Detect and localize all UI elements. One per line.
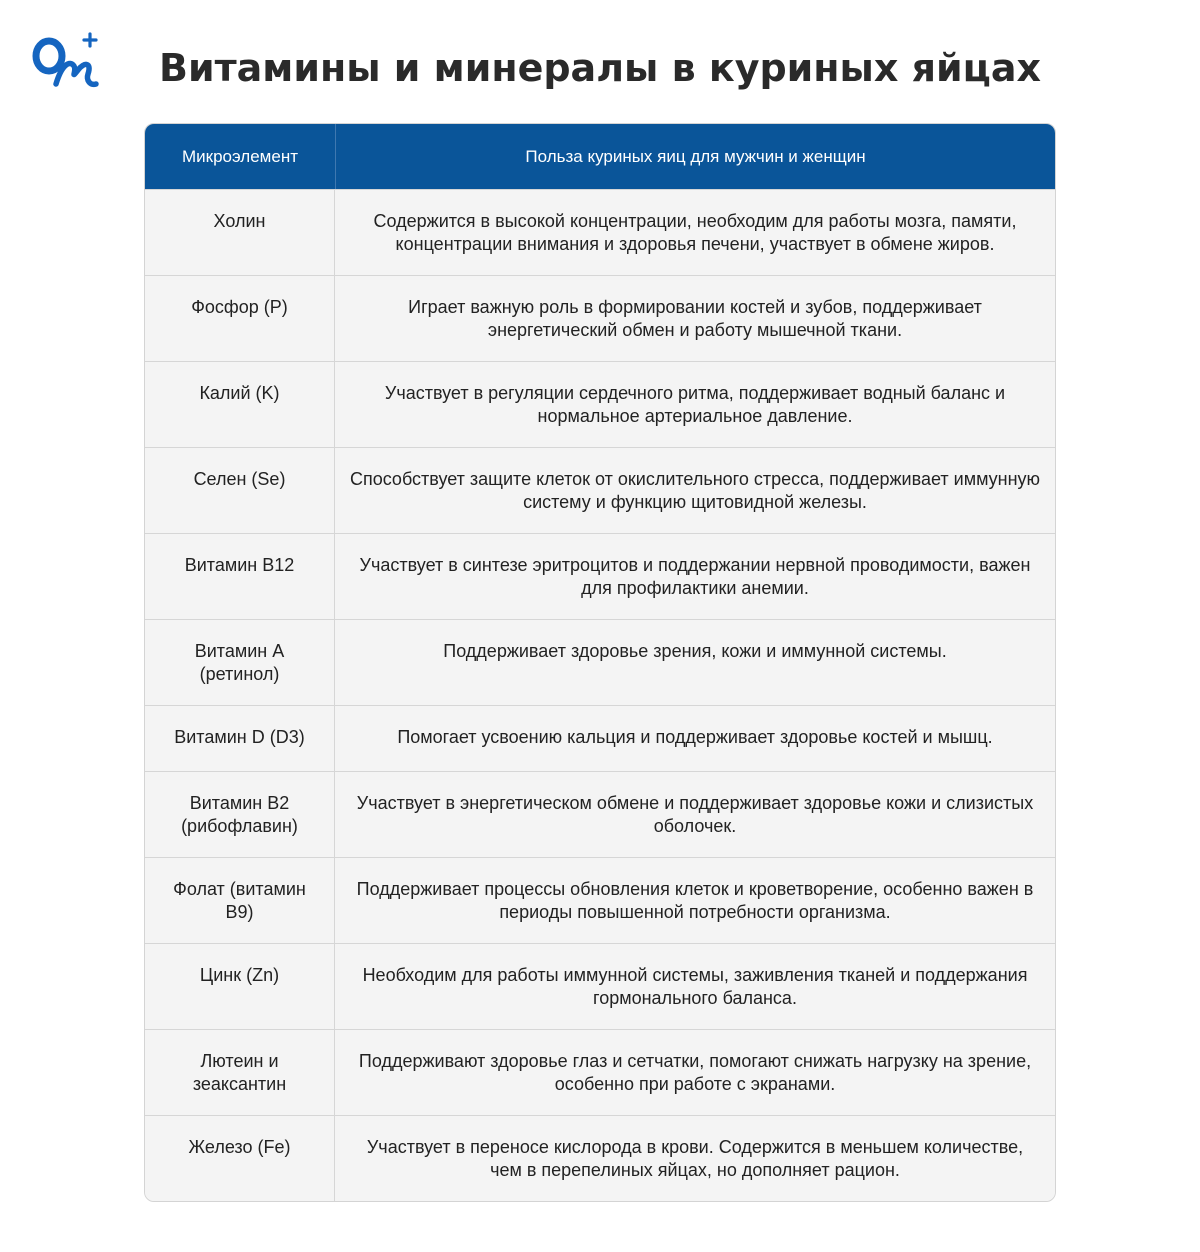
benefit-cell: Содержится в высокой концентрации, необходим для работы мозга, памяти, концентрации внимания и здоровья печени, участвует в обмене жиров. (373, 211, 1017, 254)
table-row (145, 1115, 1055, 1201)
table-row (145, 705, 1055, 771)
table-header (145, 124, 1055, 189)
table-row (145, 1029, 1055, 1115)
element-cell: Селен (Se) (145, 448, 335, 533)
table-row (145, 275, 1055, 361)
benefit-cell: Помогает усвоению кальция и поддерживает здоровье костей и мышц. (397, 727, 993, 747)
benefit-cell: Поддерживает здоровье зрения, кожи и иммунной системы. (443, 641, 947, 661)
table-row (145, 857, 1055, 943)
column-header-benefit: Польза куриных яиц для мужчин и женщин (525, 146, 866, 166)
element-cell: Лютеин и зеаксантин (145, 1030, 335, 1115)
table-row (145, 943, 1055, 1029)
element-cell: Холин (145, 190, 335, 275)
table-row (145, 447, 1055, 533)
benefit-cell: Поддерживает процессы обновления клеток и кроветворение, особенно важен в периоды повышенной потребности организма. (356, 879, 1034, 922)
element-cell: Витамин A (ретинол) (145, 620, 335, 705)
element-cell: Фолат (витамин B9) (145, 858, 335, 943)
column-header-element: Микроэлемент (145, 124, 336, 189)
nutrients-table (144, 123, 1056, 1202)
benefit-cell: Играет важную роль в формировании костей и зубов, поддерживает энергетический обмен и работу мышечной ткани. (408, 297, 982, 340)
element-cell: Витамин B12 (145, 534, 335, 619)
benefit-cell: Поддерживают здоровье глаз и сетчатки, помогают снижать нагрузку на зрение, особенно при работе с экранами. (358, 1051, 1032, 1094)
element-cell: Витамин B2 (рибофлавин) (145, 772, 335, 857)
benefit-cell: Необходим для работы иммунной системы, заживления тканей и поддержания гормонального баланса. (362, 965, 1028, 1008)
benefit-cell: Участвует в энергетическом обмене и поддерживает здоровье кожи и слизистых оболочек. (356, 793, 1034, 836)
benefit-cell: Участвует в регуляции сердечного ритма, поддерживает водный баланс и нормальное артериальное давление. (384, 383, 1006, 426)
benefit-cell: Способствует защите клеток от окислительного стресса, поддерживает иммунную систему и функцию щитовидной железы. (349, 469, 1041, 512)
benefit-cell: Участвует в синтезе эритроцитов и поддержании нервной проводимости, важен для профилактики анемии. (359, 555, 1031, 598)
table-row (145, 533, 1055, 619)
element-cell: Железо (Fe) (145, 1116, 335, 1201)
element-cell: Фосфор (P) (145, 276, 335, 361)
page-title: Витамины и минералы в куриных яйцах (159, 46, 1041, 90)
table-row (145, 189, 1055, 275)
element-cell: Витамин D (D3) (145, 706, 335, 771)
element-cell: Калий (K) (145, 362, 335, 447)
table-row (145, 619, 1055, 705)
table-row (145, 771, 1055, 857)
benefit-cell: Участвует в переносе кислорода в крови. Содержится в меньшем количестве, чем в перепелиных яйцах, но дополняет рацион. (366, 1137, 1024, 1180)
table-row (145, 361, 1055, 447)
element-cell: Цинк (Zn) (145, 944, 335, 1029)
